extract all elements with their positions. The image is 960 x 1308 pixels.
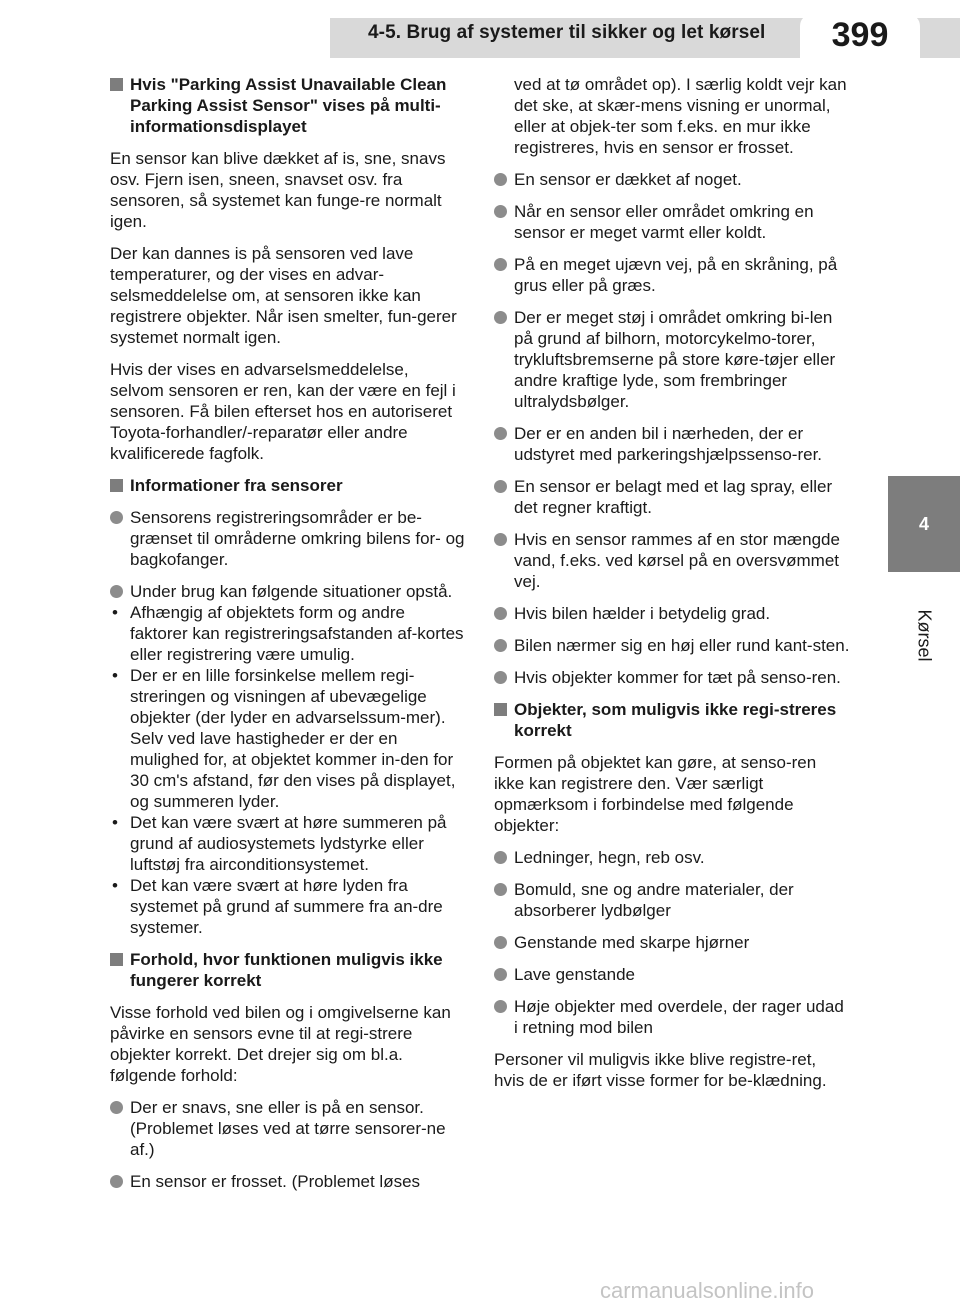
list-item (494, 667, 850, 688)
list-item-text: På en meget ujævn vej, på en skråning, på grus eller på græs. (514, 255, 838, 295)
dot-icon: • (112, 813, 118, 832)
heading-text: Informationer fra sensorer (130, 476, 343, 495)
list-item (494, 201, 850, 243)
list-item (494, 529, 850, 592)
list-item (110, 581, 466, 938)
heading-parking-assist-unavailable (110, 74, 466, 137)
dot-icon: • (112, 603, 118, 622)
sub-list-item-text: Det kan være svært at høre summeren på grund af audiosystemets lydstyrke eller luftstøj fra airconditionsystemet. (130, 813, 447, 874)
chapter-number-tab: 4 (888, 476, 960, 572)
sub-list-item-text: Det kan være svært at høre lyden fra systemet på grund af summere fra an-dre systemer. (130, 876, 443, 937)
list-item (494, 635, 850, 656)
round-bullet-icon (494, 533, 507, 546)
list-item (494, 603, 850, 624)
round-bullet-icon (494, 883, 507, 896)
list-item (494, 996, 850, 1038)
list-item (494, 476, 850, 518)
list-item-text: Hvis en sensor rammes af en stor mængde vand, f.eks. ved kørsel på en oversvømmet vej. (514, 530, 840, 591)
paragraph: Formen på objektet kan gøre, at senso-ren ikke kan registrere den. Vær særligt opmærksom i forbindelse med følgende objekter: (494, 753, 817, 835)
round-bullet-icon (494, 968, 507, 981)
paragraph: Der kan dannes is på sensoren ved lave temperaturer, og der vises en advar-selsmeddelelse om, at sensoren ikke kan registrere objekter. Når isen smelter, fun-gerer systemet normalt igen. (110, 244, 457, 347)
list-item-text: Under brug kan følgende situationer opstå. (130, 582, 453, 601)
dot-icon: • (112, 666, 118, 685)
sub-list-item-text: Afhængig af objektets form og andre faktorer kan registreringsafstanden af-kortes eller registrering være umulig. (130, 603, 464, 664)
round-bullet-icon (110, 585, 123, 598)
paragraph: En sensor kan blive dækket af is, sne, snavs osv. Fjern isen, sneen, snavset osv. fra sensoren, så systemet kan funge-re normalt igen. (110, 149, 446, 231)
list-item-text: Når en sensor eller området omkring en sensor er meget varmt eller koldt. (514, 202, 814, 242)
list-item (494, 847, 850, 868)
list-item-text: Bilen nærmer sig en høj eller rund kant-sten. (514, 636, 850, 655)
watermark-text: carmanualsonline.info (600, 1278, 815, 1303)
list-item-text: Høje objekter med overdele, der rager udad i retning mod bilen (514, 997, 844, 1037)
round-bullet-icon (494, 936, 507, 949)
sub-list-item (110, 812, 466, 875)
list-item-text: Sensorens registreringsområder er be-grænset til områderne omkring bilens for- og bagkofanger. (130, 508, 465, 569)
list-item-text: Bomuld, sne og andre materialer, der absorberer lydbølger (514, 880, 794, 920)
list-item (494, 932, 850, 953)
list-item-text: Der er snavs, sne eller is på en sensor. (Problemet løses ved at tørre sensorer-ne af.) (130, 1098, 446, 1159)
list-item (494, 879, 850, 921)
heading-text: Objekter, som muligvis ikke regi-streres korrekt (514, 700, 837, 740)
list-item-text: En sensor er dækket af noget. (514, 170, 742, 189)
round-bullet-icon (494, 607, 507, 620)
list-item (110, 1097, 466, 1160)
section-title: 4-5. Brug af systemer til sikker og let kørsel (368, 22, 766, 43)
chapter-label (896, 590, 952, 680)
sub-list-item (110, 665, 466, 812)
list-item-text: Der er en anden bil i nærheden, der er udstyret med parkeringshjælpssenso-rer. (514, 424, 823, 464)
chapter-label-text: Kørsel (914, 608, 935, 662)
round-bullet-icon (494, 639, 507, 652)
list-item-text: Lave genstande (514, 965, 635, 984)
round-bullet-icon (494, 258, 507, 271)
square-bullet-icon (110, 78, 123, 91)
list-item (494, 964, 850, 985)
square-bullet-icon (494, 703, 507, 716)
square-bullet-icon (110, 953, 123, 966)
sub-list-item-text: Der er en lille forsinkelse mellem regi-streringen og visningen af ubevægelige objekter (der lyder en advarselssum-mer). Selv ved lave hastigheder er der en mulighed for, at objektet kommer in-den for 30 cm's afstand, før den vises på displayet, og summeren lyder. (130, 666, 456, 811)
round-bullet-icon (494, 671, 507, 684)
list-item-text: En sensor er belagt med et lag spray, eller det regner kraftigt. (514, 477, 833, 517)
page-number: 399 (831, 16, 889, 54)
heading-text: Hvis "Parking Assist Unavailable Clean Parking Assist Sensor" vises på multi-informationsdisplayet (130, 75, 447, 136)
list-item (110, 1171, 466, 1192)
list-item (110, 507, 466, 570)
round-bullet-icon (110, 1175, 123, 1188)
round-bullet-icon (494, 480, 507, 493)
round-bullet-icon (110, 511, 123, 524)
round-bullet-icon (110, 1101, 123, 1114)
list-item-text: Genstande med skarpe hjørner (514, 933, 750, 952)
list-item-text: Der er meget støj i området omkring bi-len på grund af bilhorn, motorcykelmo-torer, trykluftsbremserne på store køre-tøjer eller andre kraftige lyde, som frembringer ultralydsbølger. (514, 308, 836, 411)
list-item (494, 169, 850, 190)
list-item-text: Ledninger, hegn, reb osv. (514, 848, 705, 867)
round-bullet-icon (494, 205, 507, 218)
heading-text: Forhold, hvor funktionen muligvis ikke fungerer korrekt (130, 950, 443, 990)
dot-icon: • (112, 876, 118, 895)
sub-list-item (110, 875, 466, 938)
heading-conditions (110, 949, 466, 991)
page-header (0, 0, 960, 62)
heading-objects-not-detected (494, 699, 850, 741)
paragraph: Personer vil muligvis ikke blive registre-ret, hvis de er iført visse former for be-klædning. (494, 1050, 827, 1090)
list-item-continuation: ved at tø området op). I særlig koldt vejr kan det ske, at skær-mens visning er unormal, eller at objek-ter som f.eks. en mur ikke registreres, hvis en sensor er frosset. (514, 75, 847, 157)
round-bullet-icon (494, 311, 507, 324)
left-column (110, 74, 466, 1203)
round-bullet-icon (494, 173, 507, 186)
paragraph: Hvis der vises en advarselsmeddelelse, selvom sensoren er ren, kan der være en fejl i sensoren. Få bilen efterset hos en autoriseret Toyota-forhandler/-reparatør eller andre kvalificerede fagfolk. (110, 360, 456, 463)
right-column (494, 74, 850, 1102)
list-item-text: Hvis objekter kommer for tæt på senso-ren. (514, 668, 841, 687)
round-bullet-icon (494, 1000, 507, 1013)
list-item (494, 423, 850, 465)
heading-sensor-information (110, 475, 466, 496)
list-item-text: Hvis bilen hælder i betydelig grad. (514, 604, 771, 623)
paragraph: Visse forhold ved bilen og i omgivelserne kan påvirke en sensors evne til at regi-strere objekter korrekt. Det drejer sig om bl.a. følgende forhold: (110, 1003, 451, 1085)
list-item (494, 254, 850, 296)
sub-list-item (110, 602, 466, 665)
round-bullet-icon (494, 851, 507, 864)
list-item (494, 307, 850, 412)
round-bullet-icon (494, 427, 507, 440)
square-bullet-icon (110, 479, 123, 492)
list-item-text: En sensor er frosset. (Problemet løses (130, 1172, 421, 1191)
